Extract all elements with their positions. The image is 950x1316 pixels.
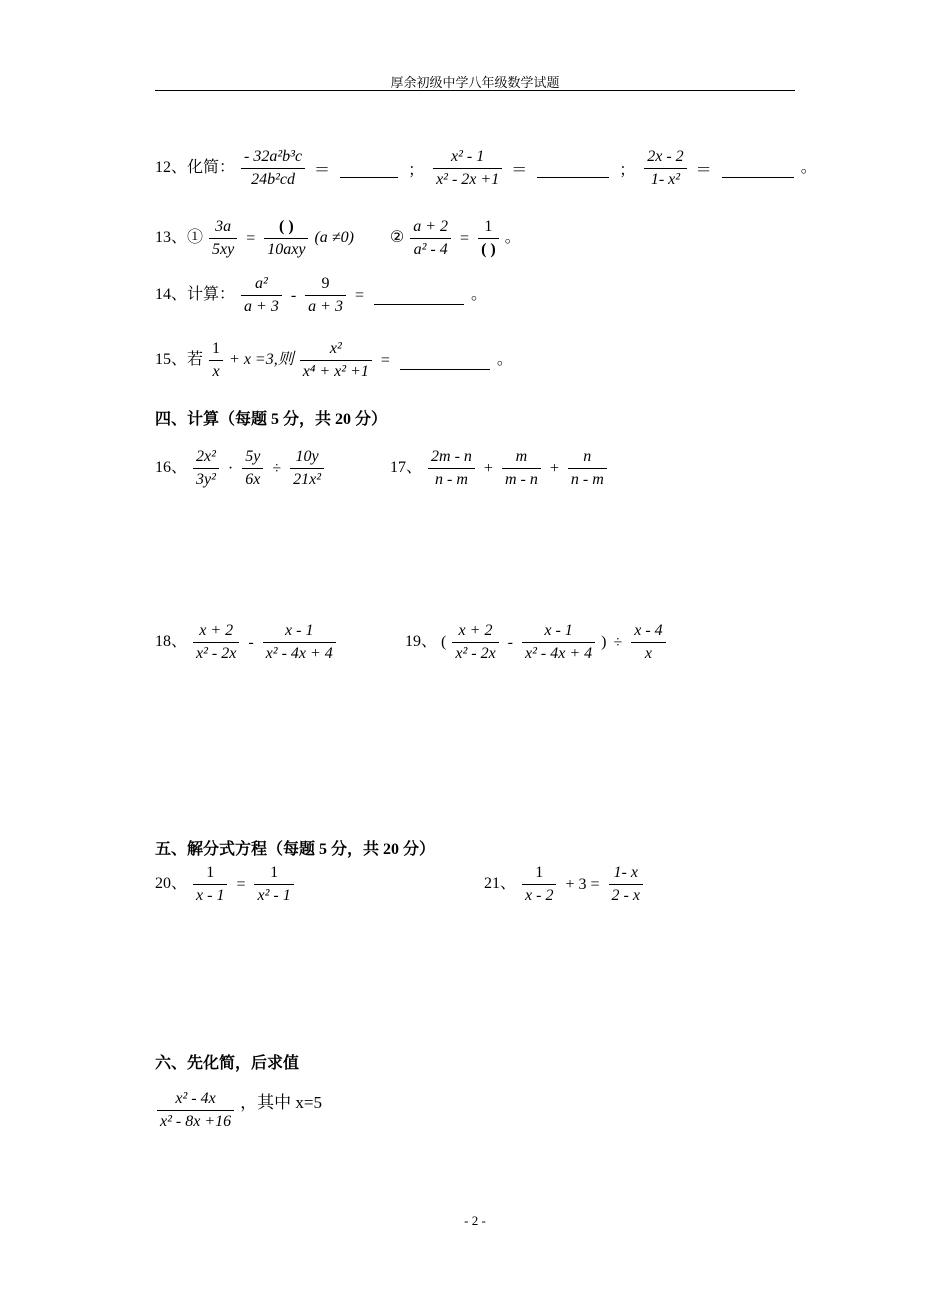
q12-separator-1: ；	[408, 162, 425, 179]
q19-minus: -	[507, 633, 513, 651]
q21-fraction-1	[522, 862, 556, 907]
q13-fraction-4	[478, 216, 499, 261]
q12-equals-1: ＝	[314, 162, 331, 179]
q16-f2-denominator: 6x	[245, 471, 261, 488]
q14-label: 14、计算：	[155, 286, 236, 304]
question-17	[390, 446, 609, 491]
q18-label: 18、	[155, 633, 188, 651]
q19-f2-denominator: x² - 4x + 4	[525, 645, 593, 662]
q12-f1-numerator: - 32a²b³c	[241, 146, 305, 169]
section-4-title: 四、计算（每题 5 分，共 20 分）	[155, 411, 388, 428]
q18-f1-denominator: x² - 2x	[196, 645, 237, 662]
q19-label: 19、	[405, 633, 438, 651]
q18-fraction-1	[193, 620, 239, 665]
header-rule	[155, 90, 795, 91]
q14-f2-numerator: 9	[305, 273, 346, 296]
q16-f2-numerator: 5y	[242, 446, 263, 469]
q13-label-2: ②	[389, 229, 405, 247]
question-18	[155, 620, 338, 665]
q14-fraction-2	[305, 273, 346, 318]
q16-fraction-3	[290, 446, 324, 491]
q12-label: 12、化简：	[155, 159, 236, 177]
q15-f2-denominator: x⁴ + x² +1	[302, 363, 369, 380]
q16-fraction-2	[242, 446, 263, 491]
q13-equals-1: =	[246, 229, 256, 247]
q12-f2-numerator: x² - 1	[433, 146, 502, 169]
q17-f1-denominator: n - m	[435, 471, 468, 488]
q13-f1-numerator: 3a	[209, 216, 237, 239]
q17-f1-numerator: 2m - n	[428, 446, 475, 469]
q20-label: 20、	[155, 875, 188, 893]
q14-f1-denominator: a + 3	[244, 298, 279, 315]
question-20	[155, 862, 296, 907]
q13-fraction-1	[209, 216, 237, 261]
q19-f2-numerator: x - 1	[522, 620, 595, 643]
q12-equals-2: ＝	[511, 162, 528, 179]
q21-fraction-2	[609, 862, 643, 907]
question-16	[155, 446, 326, 491]
q16-divide: ÷	[272, 459, 282, 477]
q12-answer-blank-3[interactable]	[722, 159, 794, 178]
q20-fraction-1	[193, 862, 227, 907]
q13-f4-numerator: 1	[478, 216, 499, 239]
section-6-title: 六、先化简，后求值	[155, 1055, 300, 1072]
q17-f3-numerator: n	[568, 446, 607, 469]
q15-fraction-2	[300, 338, 372, 383]
question-22	[155, 1088, 322, 1133]
q12-fraction-2	[433, 146, 502, 191]
q14-f1-numerator: a²	[241, 273, 282, 296]
q16-f1-denominator: 3y²	[196, 471, 216, 488]
q17-plus-1: +	[483, 459, 493, 477]
q20-f1-denominator: x - 1	[196, 887, 225, 904]
q19-f3-denominator: x	[644, 645, 652, 662]
q13-label: 13、①	[155, 229, 204, 247]
section-5-title: 五、解分式方程（每题 5 分，共 20 分）	[155, 841, 436, 858]
q14-end: 。	[470, 286, 487, 304]
page-number: - 2 -	[464, 1213, 486, 1228]
q19-right-paren: )	[601, 633, 607, 651]
q22-fraction	[157, 1088, 234, 1133]
q17-f3-denominator: n - m	[570, 471, 604, 488]
q13-equals-2: =	[460, 229, 470, 247]
q12-fraction-3	[644, 146, 686, 191]
q12-end: 。	[800, 159, 817, 177]
q16-multiply: ·	[227, 459, 234, 477]
q14-f2-denominator: a + 3	[308, 298, 343, 315]
q13-fraction-2	[264, 216, 308, 261]
q19-fraction-3	[631, 620, 665, 665]
q19-fraction-1	[452, 620, 498, 665]
q15-condition: + x =3,则	[229, 351, 294, 369]
q19-divide: ÷	[613, 633, 623, 651]
q14-equals: =	[354, 286, 364, 304]
q12-separator-2: ；	[619, 162, 636, 179]
q12-answer-blank-2[interactable]	[537, 159, 609, 178]
q20-equals: =	[236, 875, 246, 893]
q17-fraction-1	[428, 446, 475, 491]
q12-f1-denominator: 24b²cd	[251, 171, 295, 188]
q21-f1-denominator: x - 2	[525, 887, 554, 904]
q18-f1-numerator: x + 2	[193, 620, 239, 643]
q15-end: 。	[496, 351, 513, 369]
q19-left-paren: (	[441, 633, 447, 651]
q17-plus-2: +	[549, 459, 559, 477]
q12-equals-3: ＝	[695, 162, 712, 179]
q12-f3-numerator: 2x - 2	[644, 146, 686, 169]
q12-fraction-1	[241, 146, 305, 191]
question-12	[155, 146, 817, 191]
q21-label: 21、	[484, 875, 517, 893]
q13-f3-denominator: a² - 4	[413, 241, 448, 258]
q15-f1-denominator: x	[212, 363, 220, 380]
q15-answer-blank[interactable]	[400, 351, 490, 370]
q13-fraction-3	[410, 216, 451, 261]
q18-fraction-2	[263, 620, 336, 665]
q22-numerator: x² - 4x	[157, 1088, 234, 1111]
q19-f3-numerator: x - 4	[631, 620, 665, 643]
q17-f2-numerator: m	[502, 446, 541, 469]
q13-end: 。	[504, 229, 521, 247]
question-13	[155, 216, 521, 261]
q18-minus: -	[248, 633, 254, 651]
q21-f1-numerator: 1	[522, 862, 556, 885]
q20-f1-numerator: 1	[193, 862, 227, 885]
q18-f2-denominator: x² - 4x + 4	[265, 645, 333, 662]
q19-f1-numerator: x + 2	[452, 620, 498, 643]
q12-f2-denominator: x² - 2x +1	[436, 171, 500, 188]
q17-f2-denominator: m - n	[504, 471, 538, 488]
q16-f3-denominator: 21x²	[293, 471, 322, 488]
q16-f1-numerator: 2x²	[193, 446, 219, 469]
q14-answer-blank[interactable]	[374, 286, 464, 305]
question-14	[155, 273, 487, 318]
q20-f2-denominator: x² - 1	[257, 887, 291, 904]
question-19	[405, 620, 668, 665]
q13-f2-numerator-blank[interactable]: ( )	[264, 216, 308, 239]
q17-fraction-3	[568, 446, 607, 491]
q15-label: 15、若	[155, 351, 204, 369]
q20-fraction-2	[254, 862, 293, 907]
q14-fraction-1	[241, 273, 282, 318]
q19-f1-denominator: x² - 2x	[455, 645, 496, 662]
q20-f2-numerator: 1	[254, 862, 293, 885]
q17-label: 17、	[390, 459, 423, 477]
q13-f1-denominator: 5xy	[212, 241, 235, 258]
q22-condition: ，其中 x=5	[240, 1093, 322, 1112]
q16-f3-numerator: 10y	[290, 446, 324, 469]
question-15	[155, 338, 513, 383]
q15-equals: =	[380, 351, 390, 369]
question-21	[484, 862, 645, 907]
q13-condition: (a ≠0)	[314, 229, 354, 247]
q13-f4-denominator-blank[interactable]: ( )	[481, 241, 496, 258]
q13-f3-numerator: a + 2	[410, 216, 451, 239]
q13-f2-denominator: 10axy	[267, 241, 306, 258]
q21-plus-3-equals: + 3 =	[565, 875, 600, 893]
q14-minus: -	[290, 286, 297, 304]
q12-answer-blank-1[interactable]	[340, 159, 398, 178]
q19-fraction-2	[522, 620, 595, 665]
q15-fraction-1	[209, 338, 223, 383]
q21-f2-numerator: 1- x	[609, 862, 643, 885]
q21-f2-denominator: 2 - x	[611, 887, 640, 904]
q17-fraction-2	[502, 446, 541, 491]
q18-f2-numerator: x - 1	[263, 620, 336, 643]
q15-f2-numerator: x²	[300, 338, 372, 361]
q12-f3-denominator: 1- x²	[650, 171, 681, 188]
page-header: 厚余初级中学八年级数学试题	[390, 75, 560, 90]
q16-label: 16、	[155, 459, 188, 477]
q16-fraction-1	[193, 446, 219, 491]
q22-denominator: x² - 8x +16	[160, 1113, 232, 1130]
q15-f1-numerator: 1	[209, 338, 223, 361]
